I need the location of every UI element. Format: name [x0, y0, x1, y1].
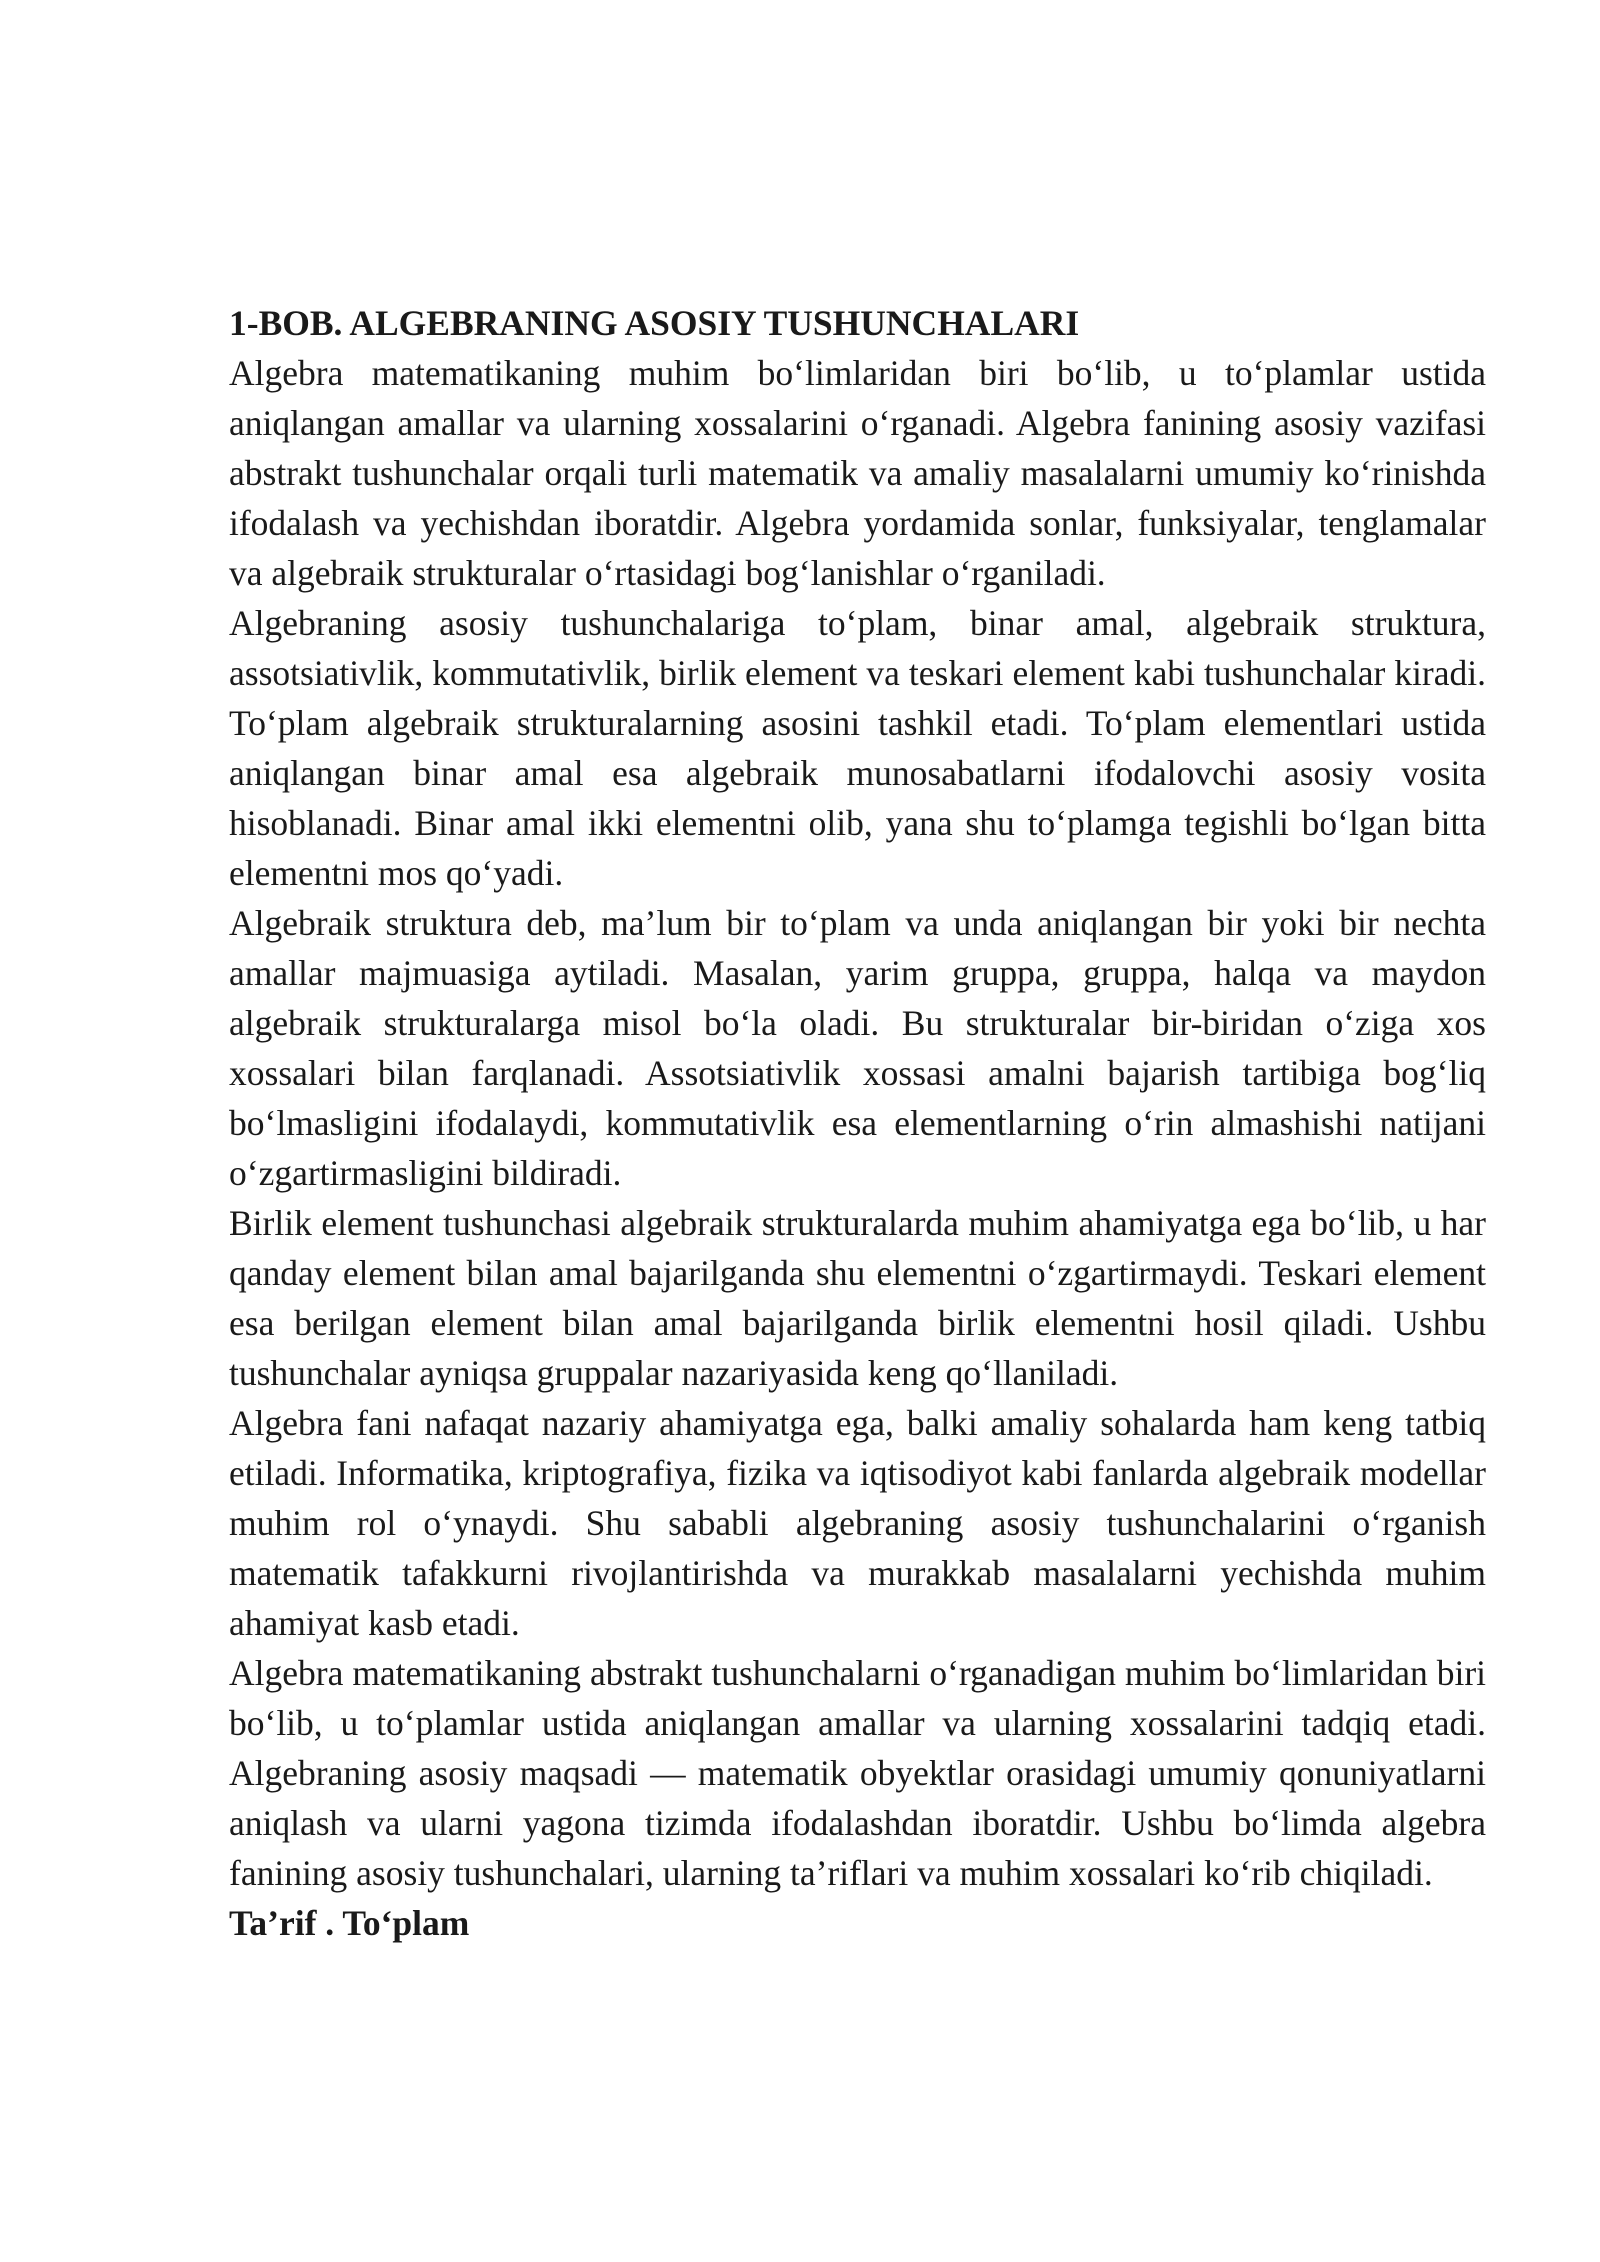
- paragraph: Algebra matematikaning abstrakt tushunchalarni o‘rganadigan muhim bo‘limlaridan biri bo‘lib, u to‘plamlar ustida aniqlangan amallar va ularning xossalarini tadqiq etadi. Algebraning asosiy maqsadi — matematik obyektlar orasidagi umumiy qonuniyatlarni aniqlash va ularni yagona tizimda ifodalashdan iboratdir. Ushbu bo‘limda algebra fanining asosiy tushunchalari, ularning ta’riflari va muhim xossalari ko‘rib chiqiladi.: [229, 1653, 1486, 1893]
- definition-heading: Ta’rif . To‘plam: [229, 1903, 470, 1943]
- document-body: [229, 298, 1486, 1948]
- chapter-heading: 1-BOB. ALGEBRANING ASOSIY TUSHUNCHALARI: [229, 303, 1080, 343]
- paragraph: Birlik element tushunchasi algebraik strukturalarda muhim ahamiyatga ega bo‘lib, u har qanday element bilan amal bajarilganda shu elementni o‘zgartirmaydi. Teskari element esa berilgan element bilan amal bajarilganda birlik elementni hosil qiladi. Ushbu tushunchalar ayniqsa gruppalar nazariyasida keng qo‘llaniladi.: [229, 1203, 1486, 1393]
- paragraph: Algebraik struktura deb, ma’lum bir to‘plam va unda aniqlangan bir yoki bir nechta amallar majmuasiga aytiladi. Masalan, yarim gruppa, gruppa, halqa va maydon algebraik strukturalarga misol bo‘la oladi. Bu strukturalar bir-biridan o‘ziga xos xossalari bilan farqlanadi. Assotsiativlik xossasi amalni bajarish tartibiga bog‘liq bo‘lmasligini ifodalaydi, kommutativlik esa elementlarning o‘rin almashishi natijani o‘zgartirmasligini bildiradi.: [229, 903, 1486, 1193]
- paragraph: Algebra fani nafaqat nazariy ahamiyatga ega, balki amaliy sohalarda ham keng tatbiq etiladi. Informatika, kriptografiya, fizika va iqtisodiyot kabi fanlarda algebraik modellar muhim rol o‘ynaydi. Shu sababli algebraning asosiy tushunchalarini o‘rganish matematik tafakkurni rivojlantirishda va murakkab masalalarni yechishda muhim ahamiyat kasb etadi.: [229, 1403, 1486, 1643]
- paragraph: Algebraning asosiy tushunchalariga to‘plam, binar amal, algebraik struktura, assotsiativlik, kommutativlik, birlik element va teskari element kabi tushunchalar kiradi. To‘plam algebraik strukturalarning asosini tashkil etadi. To‘plam elementlari ustida aniqlangan binar amal esa algebraik munosabatlarni ifodalovchi asosiy vosita hisoblanadi. Binar amal ikki elementni olib, yana shu to‘plamga tegishli bo‘lgan bitta elementni mos qo‘yadi.: [229, 603, 1486, 893]
- paragraph: Algebra matematikaning muhim bo‘limlaridan biri bo‘lib, u to‘plamlar ustida aniqlangan amallar va ularning xossalarini o‘rganadi. Algebra fanining asosiy vazifasi abstrakt tushunchalar orqali turli matematik va amaliy masalalarni umumiy ko‘rinishda ifodalash va yechishdan iboratdir. Algebra yordamida sonlar, funksiyalar, tenglamalar va algebraik strukturalar o‘rtasidagi bog‘lanishlar o‘rganiladi.: [229, 353, 1486, 593]
